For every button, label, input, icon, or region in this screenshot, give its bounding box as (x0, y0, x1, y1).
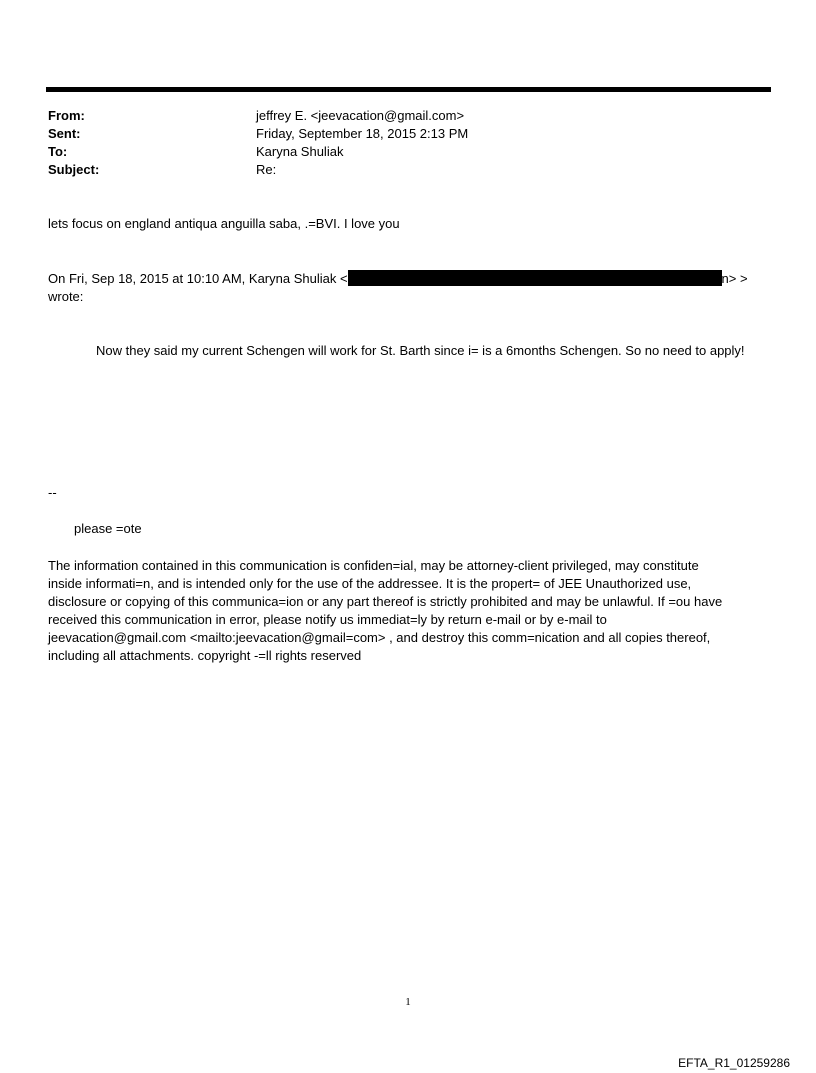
quote-intro-wrote: wrote: (48, 289, 84, 304)
quote-intro (48, 270, 748, 288)
subject-label: Subject: (48, 162, 100, 177)
from-value: jeffrey E. <jeevacation@gmail.com> (256, 108, 465, 123)
to-value: Karyna Shuliak (256, 144, 344, 159)
redaction-bar (348, 270, 722, 286)
disclaimer-line: including all attachments. copyright -=ll rights reserved (48, 648, 362, 663)
subject-value: Re: (256, 162, 277, 177)
quote-intro-end: n> > (721, 271, 748, 286)
disclaimer-line: inside informati=n, and is intended only for the use of the addressee. It is the propert= of JEE Unauthorized use, (48, 576, 692, 591)
quote-intro-start: On Fri, Sep 18, 2015 at 10:10 AM, Karyna Shuliak < (48, 271, 348, 286)
header-rule (46, 87, 771, 92)
message-body: lets focus on england antiqua anguilla saba, .=BVI. I love you (48, 216, 400, 231)
sent-label: Sent: (48, 126, 81, 141)
disclaimer-line: disclosure or copying of this communica=ion or any part thereof is strictly prohibited and may be unlawful. If =ou have (48, 594, 723, 609)
to-label: To: (48, 144, 68, 159)
signature-separator: -- (48, 485, 57, 500)
page-number: 1 (405, 996, 411, 1008)
disclaimer-line: The information contained in this communication is confiden=ial, may be attorney-client privileged, may constitute (48, 558, 699, 573)
bates-number: EFTA_R1_01259286 (678, 1056, 790, 1070)
sent-value: Friday, September 18, 2015 2:13 PM (256, 126, 469, 141)
disclaimer-line: received this communication in error, please notify us immediat=ly by return e-mail or by e-mail to (48, 612, 607, 627)
confidentiality-disclaimer (48, 557, 768, 665)
from-label: From: (48, 108, 85, 123)
disclaimer-line: jeevacation@gmail.com <mailto:jeevacation@gmail=com> , and destroy this comm=nication and all copies thereof, (48, 630, 711, 645)
please-note: please =ote (74, 521, 142, 536)
quoted-message: Now they said my current Schengen will work for St. Barth since i= is a 6months Schengen. So no need to apply! (96, 343, 745, 358)
